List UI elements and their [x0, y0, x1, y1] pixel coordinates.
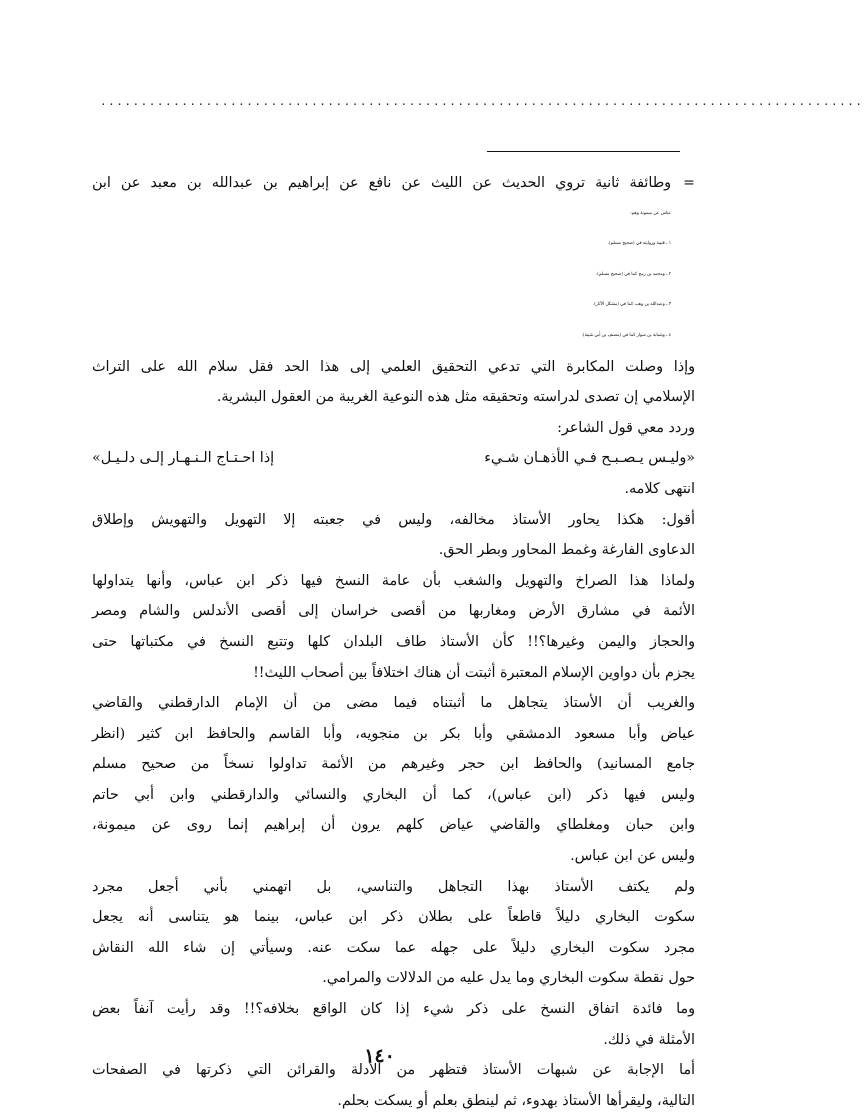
paragraph-line: يجزم بأن دواوين الإسلام المعتبرة أثبتت أن هناك اختلافاً بين أصحاب الليث!!	[253, 664, 695, 681]
footnote-list-item: ١ ـ قتيبة وروايته في (صحيح مسلم).	[607, 241, 671, 247]
body-line: الإسلامي إن تصدى لدراسته وتحقيقه مثل هذه النوعية الغريبة من العقول البشرية.	[216, 389, 695, 406]
footnote-line: وطائفة ثانية تروي الحديث عن الليث عن نافع عن إبراهيم بن عبدالله بن معبد عن ابن	[92, 175, 671, 191]
paragraph-line: الدعاوى الفارغة وغمط المحاور وبطر الحق.	[438, 542, 695, 559]
poem-verse	[92, 443, 695, 474]
body-line: وردد معي قول الشاعر:	[557, 419, 695, 436]
paragraph-line: والغريب أن الأستاذ يتجاهل ما أثبتناه فيما مضى من أن الإمام الدارقطني والقاضي	[92, 695, 695, 712]
footnote-list-item: ٢ ـ ومحمد بن رمح كما في (صحيح مسلم).	[595, 271, 671, 277]
paragraph-line: وابن حبان ومغلطاي والقاضي عياض كلهم يرون أن إبراهيم إنما روى عن ميمونة،	[92, 817, 695, 834]
paragraph-line: أما الإجابة عن شبهات الأستاذ فتظهر من الأدلة والقرائن التي ذكرتها في الصفحات	[92, 1062, 695, 1079]
paragraph-line: التالية، وليقرأها الأستاذ بهدوء، ثم لينطق بعلم أو يسكت بحلم.	[337, 1092, 695, 1109]
footnote-list-item: ٤ ـ وشبابة بن سوار كما في (مصنف بن أبي شيبة).	[581, 332, 671, 338]
paragraph-line: وليس عن ابن عباس.	[570, 848, 695, 865]
footnote-separator-rule	[487, 151, 680, 152]
paragraph-line: حول نقطة سكوت البخاري وما يدل عليه من الدلالات والمرامي.	[322, 970, 695, 987]
body-line: انتهى كلامه.	[624, 480, 695, 497]
dot-leader: ..............................................................................................	[100, 95, 864, 108]
paragraph-line: ولم يكتف الأستاذ بهذا التجاهل والتناسي، بل اتهمني بأني أجعل مجرد	[92, 878, 695, 895]
continuation-marker: =	[683, 175, 695, 191]
footnote-first-line-wrap	[92, 168, 695, 199]
poem-second-hemistich: إذا احـتـاج الـنـهـار إلـى دلـيـل»	[92, 450, 275, 467]
paragraph-line: وما فائدة اتفاق النسخ على ذكر شيء إذا كان الواقع بخلافه؟!! وقد رأيت آنفاً بعض	[92, 1001, 695, 1018]
footnote-list-item: ٣ ـ وعبدالله بن وهب كما في (مشكل الآثار).	[592, 302, 671, 308]
paragraph-line: والحجاز واليمن وغيرها؟!! كأن الأستاذ طاف البلدان كلها وتتبع النسخ في مكتباتها حتى	[92, 633, 695, 650]
page-number: ١٤٠	[364, 1045, 395, 1067]
paragraph-line: مجرد سكوت البخاري دليلاً على جهله عما سكت عنه. وسيأتي إن شاء الله النقاش	[92, 939, 695, 956]
paragraph-line: الأمثلة في ذلك.	[603, 1031, 695, 1048]
page-body	[92, 168, 695, 1116]
paragraph-line: الأئمة في مشارق الأرض ومغاربها من أقصى خراسان إلى أقصى الأندلس والشام ومصر	[92, 603, 695, 620]
paragraph-line: ولماذا هذا الصراخ والتهويل والشغب بأن عامة النسخ فيها ذكر ابن عباس، وأنها يتداولها	[92, 572, 695, 589]
paragraph-line: أقول: هكذا يحاور الأستاذ مخالفه، وليس في جعبته إلا التهويل والتهويش وإطلاق	[92, 511, 695, 528]
paragraph-line: جامع المسانيد) والحافظ ابن حجر وغيرهم من الأئمة تداولوا نسخاً من صحيح مسلم	[92, 756, 695, 773]
paragraph-line: سكوت البخاري دليلاً قاطعاً على بطلان ذكر ابن عباس، بينما هو يتناسى أنه يجعل	[92, 909, 695, 926]
paragraph-line: عياض وأبا مسعود الدمشقي وأبا بكر بن منجويه، وأبا القاسم والحافظ ابن كثير (انظر	[92, 725, 695, 742]
poem-first-hemistich: «وليـس يـصـبـح فـي الأذهـان شـيء	[484, 450, 695, 467]
body-line: وإذا وصلت المكابرة التي تدعي التحقيق العلمي إلى هذا الحد فقل سلام الله على التراث	[92, 358, 695, 375]
footnote-line: عباس عن ميمونة وهم:	[630, 210, 671, 216]
paragraph-line: وليس فيها ذكر (ابن عباس)، كما أن البخاري والنسائي والدارقطني وابن أبي حاتم	[92, 786, 695, 803]
